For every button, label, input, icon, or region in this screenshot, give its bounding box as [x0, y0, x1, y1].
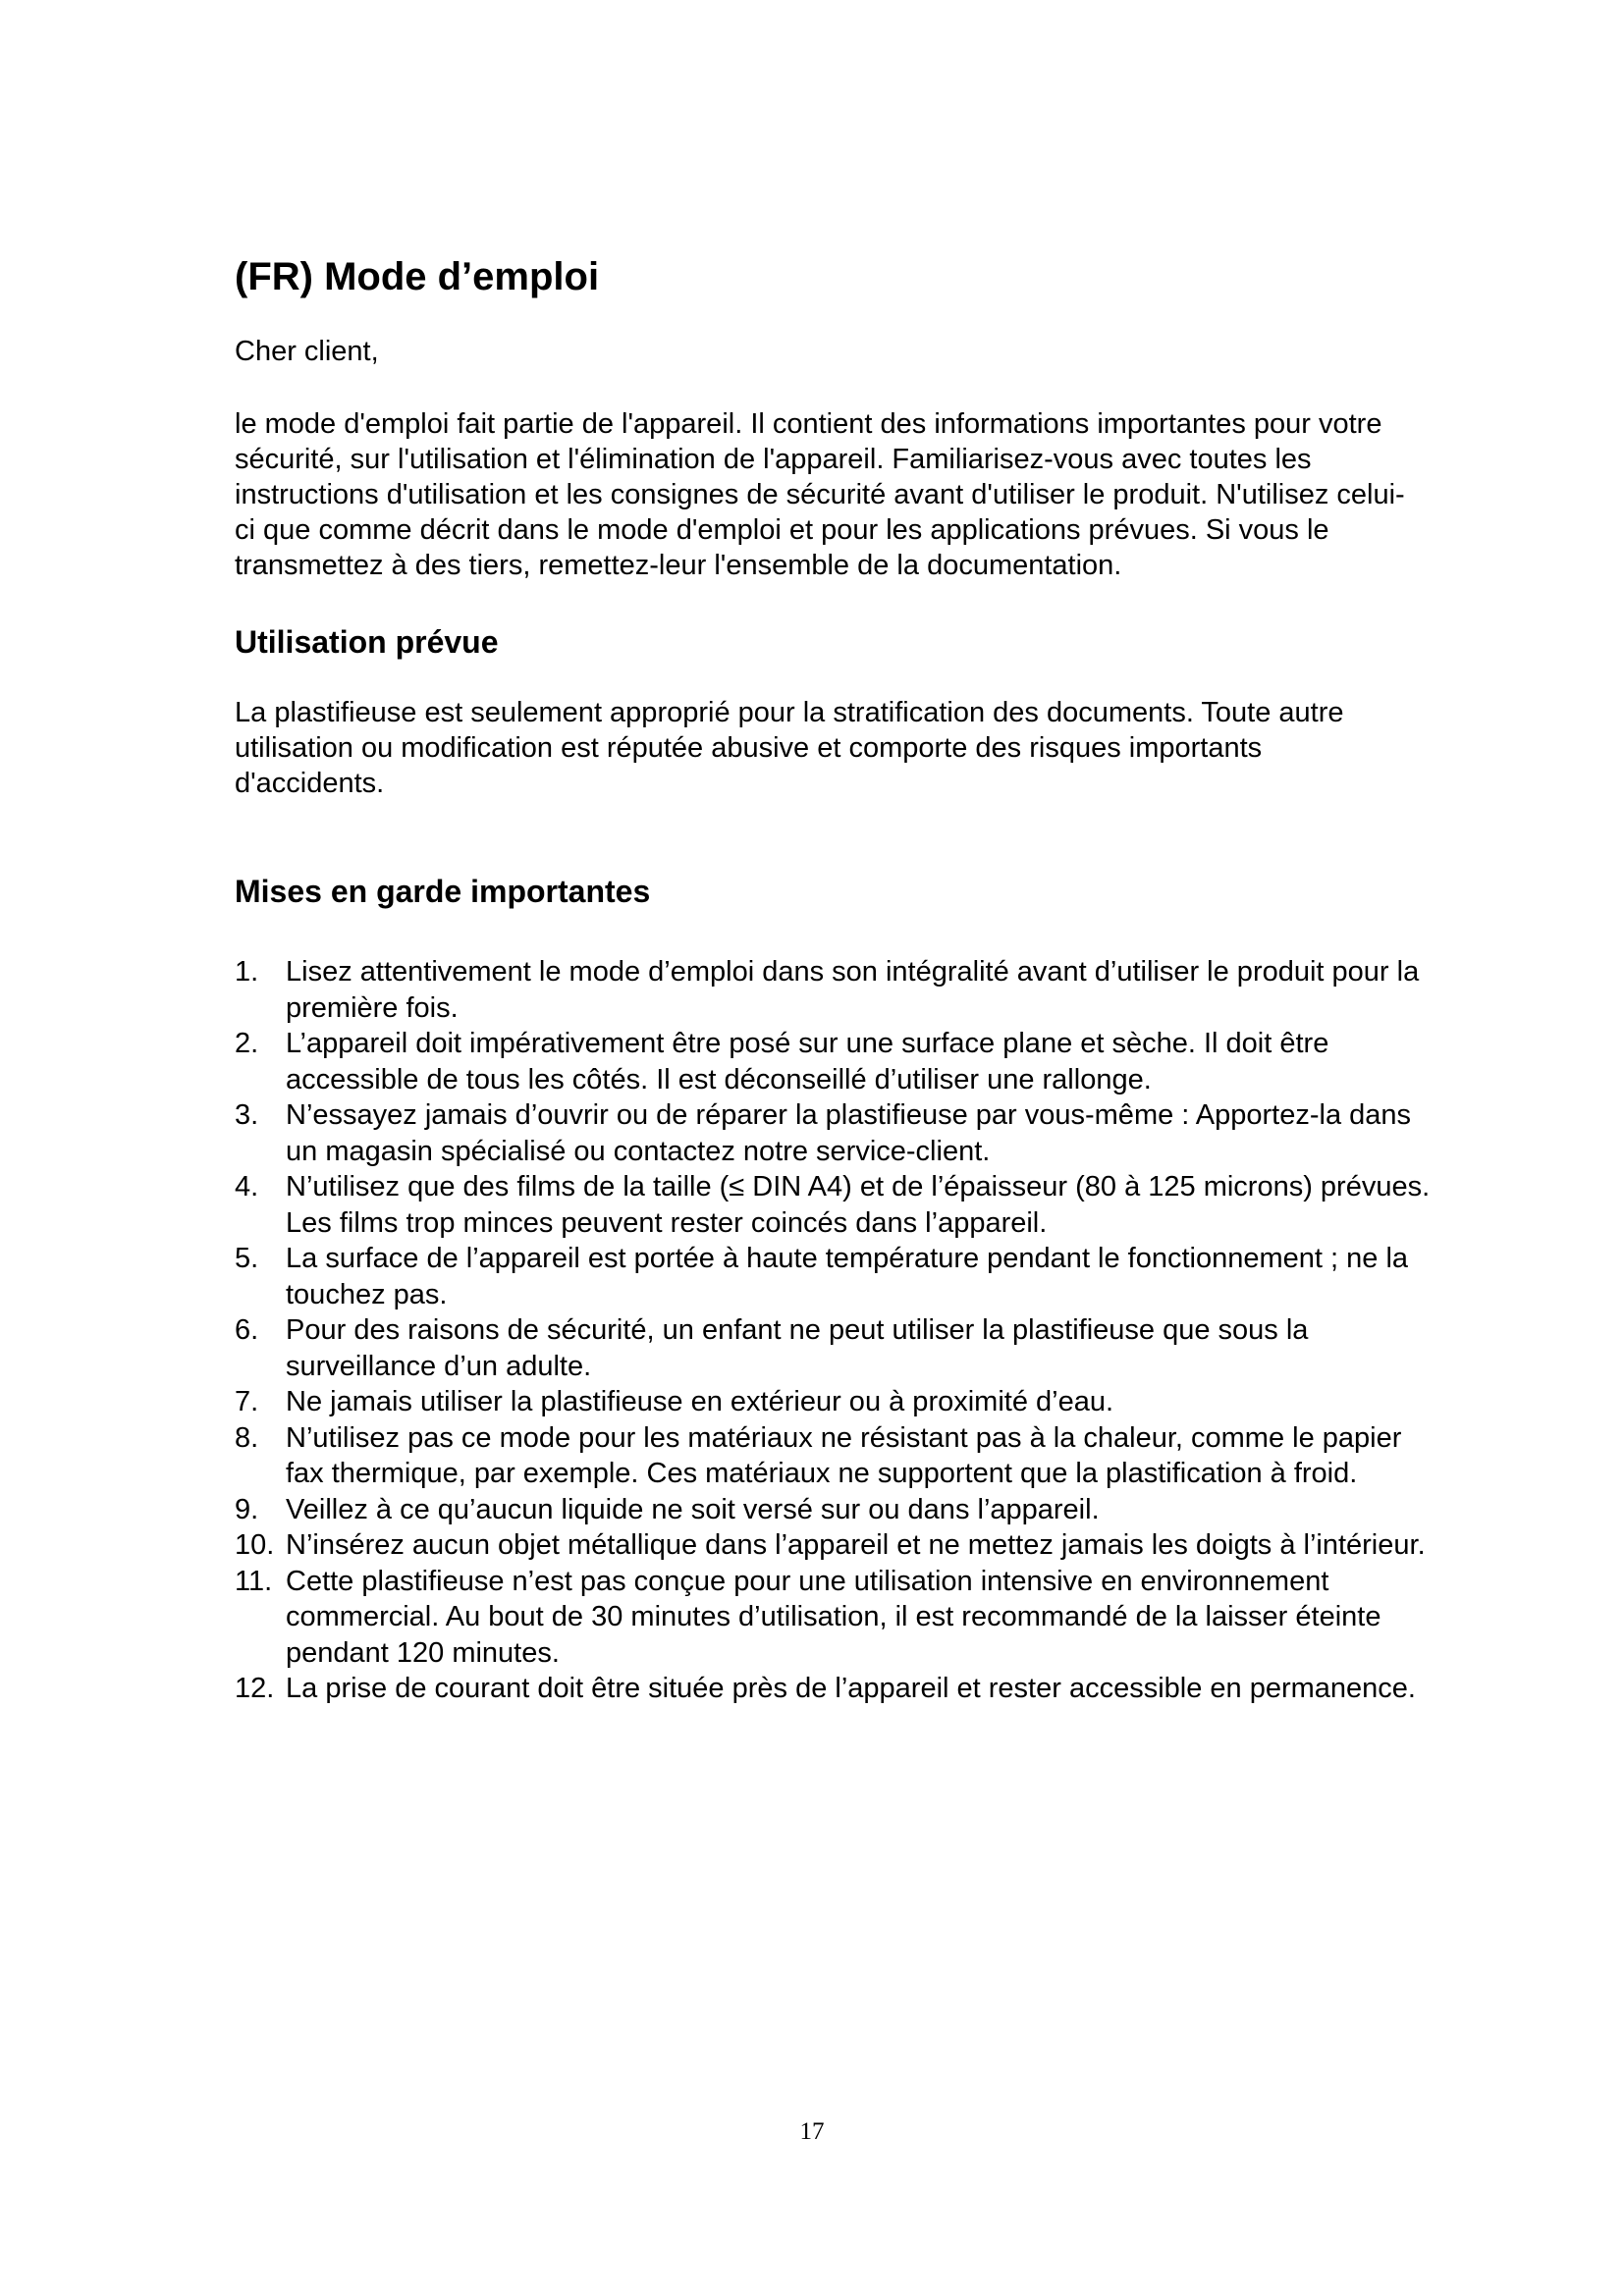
list-item-text: Ne jamais utiliser la plastifieuse en extérieur ou à proximité d’eau. — [286, 1386, 1114, 1417]
page-number: 17 — [799, 2118, 825, 2145]
list-item — [235, 1026, 1433, 1097]
list-item — [235, 1564, 1433, 1672]
list-item — [235, 1527, 1433, 1564]
list-item — [235, 1420, 1433, 1492]
list-item-text: Cette plastifieuse n’est pas conçue pour une utilisation intensive en environnement commercial. Au bout de 30 minutes d’utilisation, il est recommandé de la laisser éteinte pendant 120 minutes. — [286, 1565, 1381, 1669]
list-item-number: 1. — [235, 956, 259, 988]
intro-paragraph: le mode d'emploi fait partie de l'appareil. Il contient des informations importantes pour votre sécurité, sur l'utilisation et l'élimination de l'appareil. Familiarisez-vous avec toutes les instructions d'utilisation et les consignes de sécurité avant d'utiliser le produit. N'utilisez celui-ci que comme décrit dans le mode d'emploi et pour les applications prévues. Si vous le transmettez à des tiers, remettez-leur l'ensemble de la documentation. — [235, 408, 1405, 581]
list-item — [235, 1097, 1433, 1169]
list-item-number: 10. — [235, 1529, 275, 1561]
list-item-text: Pour des raisons de sécurité, un enfant ne peut utiliser la plastifieuse que sous la surveillance d’un adulte. — [286, 1314, 1309, 1382]
list-item-text: Veillez à ce qu’aucun liquide ne soit versé sur ou dans l’appareil. — [286, 1493, 1100, 1525]
list-item-number: 6. — [235, 1314, 259, 1346]
list-item-number: 2. — [235, 1028, 259, 1059]
list-item-number: 4. — [235, 1171, 259, 1202]
list-item-text: La prise de courant doit être située près de l’appareil et rester accessible en permanence. — [286, 1673, 1416, 1704]
list-item-number: 7. — [235, 1386, 259, 1417]
list-item-text: N’insérez aucun objet métallique dans l’appareil et ne mettez jamais les doigts à l’intérieur. — [286, 1529, 1426, 1561]
section-heading-warnings: Mises en garde importantes — [235, 874, 651, 909]
list-item-text: Lisez attentivement le mode d’emploi dans son intégralité avant d’utiliser le produit pour la première fois. — [286, 956, 1420, 1024]
page-title: (FR) Mode d’emploi — [235, 255, 600, 298]
warnings-list — [235, 954, 1433, 1707]
list-item-number: 3. — [235, 1099, 259, 1131]
section-heading-usage: Utilisation prévue — [235, 624, 499, 660]
list-item-number: 12. — [235, 1673, 275, 1704]
usage-paragraph: La plastifieuse est seulement approprié pour la stratification des documents. Toute autre utilisation ou modification est réputée abusive et comporte des risques importants d'accidents. — [235, 697, 1344, 799]
list-item — [235, 1671, 1433, 1707]
list-item-number: 11. — [235, 1565, 273, 1597]
list-item-text: N’essayez jamais d’ouvrir ou de réparer la plastifieuse par vous-même : Apportez-la dans un magasin spécialisé ou contactez notre service-client. — [286, 1099, 1412, 1167]
list-item-text: N’utilisez pas ce mode pour les matériaux ne résistant pas à la chaleur, comme le papier fax thermique, par exemple. Ces matériaux ne supportent que la plastification à froid. — [286, 1421, 1402, 1489]
list-item-text: N’utilisez que des films de la taille (≤ DIN A4) et de l’épaisseur (80 à 125 microns) prévues. Les films trop minces peuvent rester coincés dans l’appareil. — [286, 1171, 1431, 1239]
list-item — [235, 1384, 1433, 1420]
list-item-text: L’appareil doit impérativement être posé sur une surface plane et sèche. Il doit être accessible de tous les côtés. Il est déconseillé d’utiliser une rallonge. — [286, 1028, 1329, 1095]
list-item — [235, 954, 1433, 1026]
list-item-number: 9. — [235, 1493, 259, 1525]
list-item-number: 5. — [235, 1243, 259, 1274]
document-content — [235, 245, 1433, 1707]
greeting: Cher client, — [235, 336, 379, 367]
list-item — [235, 1492, 1433, 1528]
list-item-number: 8. — [235, 1421, 259, 1454]
list-item — [235, 1169, 1433, 1241]
list-item — [235, 1312, 1433, 1384]
list-item — [235, 1241, 1433, 1312]
list-item-text: La surface de l’appareil est portée à haute température pendant le fonctionnement ; ne la touchez pas. — [286, 1243, 1409, 1310]
